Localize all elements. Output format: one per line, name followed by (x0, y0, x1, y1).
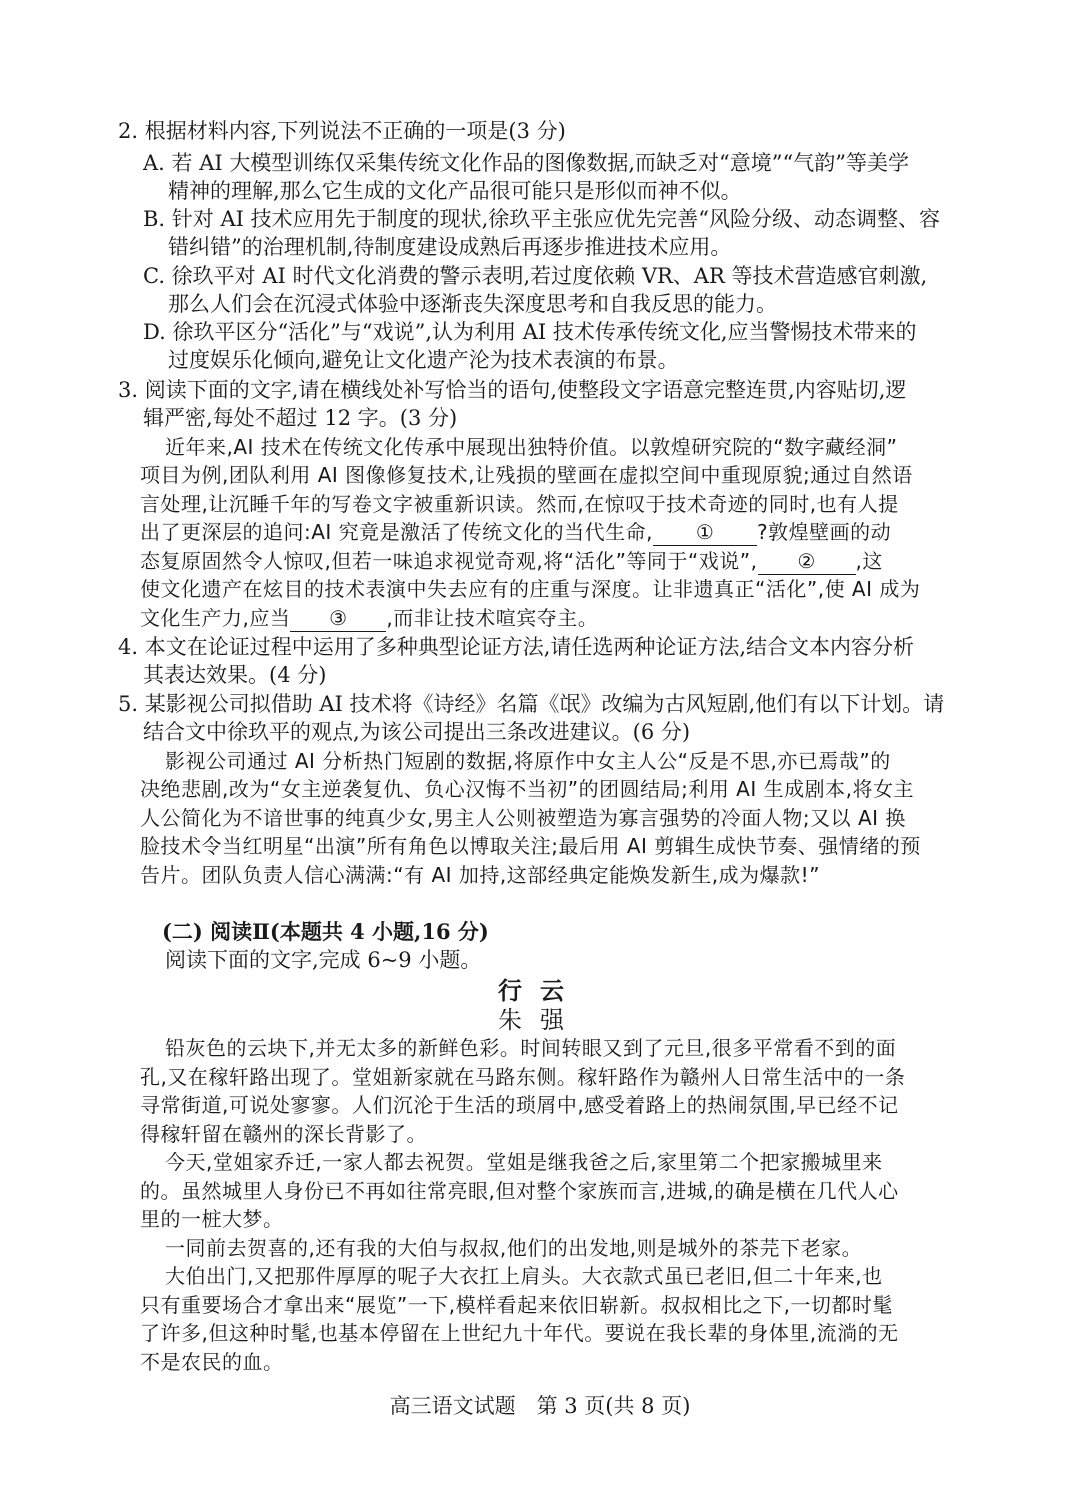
q2-option-d-line1: D. 徐玖平区分“活化”与“戏说”,认为利用 AI 技术传承传统文化,应当警惕技术带来的 (143, 320, 917, 344)
q3-passage-line4-tail: ?敦煌壁画的动 (757, 520, 892, 544)
q3-passage-line7 (0, 604, 1080, 632)
page-footer: 高三语文试题 第 3 页(共 8 页) (389, 1394, 691, 1418)
q3-passage-line4 (0, 518, 1080, 546)
q3-passage-line5 (0, 547, 1080, 575)
q2-stem: 2. 根据材料内容,下列说法不正确的一项是(3 分) (118, 119, 566, 143)
q5-passage-line4: 脸技术令当红明星“出演”所有角色以博取关注;最后用 AI 剪辑生成快节奏、强情绪的预 (140, 834, 921, 858)
q2-option-c-line2: 那么人们会在沉浸式体验中逐渐丧失深度思考和自我反思的能力。 (168, 292, 777, 316)
story-title: 行云 (498, 976, 582, 1005)
q3-passage-line6: 使文化遗产在炫目的技术表演中失去应有的庄重与深度。让非遗真正“活化”,使 AI 成为 (140, 577, 921, 601)
story-para4-line4: 不是农民的血。 (140, 1350, 284, 1374)
q2-option-c-line1: C. 徐玖平对 AI 时代文化消费的警示表明,若过度依赖 VR、AR 等技术营造感官刺激, (143, 264, 928, 288)
q3-passage-line1: 近年来,AI 技术在传统文化传承中展现出独特价值。以敦煌研究院的“数字藏经洞” (165, 435, 898, 459)
story-para2-line2: 的。虽然城里人身份已不再如往常亮眼,但对整个家族而言,进城,的确是横在几代人心 (140, 1179, 899, 1203)
story-para2-line3: 里的一桩大梦。 (140, 1207, 284, 1231)
q5-passage-line5: 告片。团队负责人信心满满:“有 AI 加持,这部经典定能焕发新生,成为爆款!” (140, 863, 820, 887)
story-para4-line2: 只有重要场合才拿出来“展览”一下,模样看起来依旧崭新。叔叔相比之下,一切都时髦 (140, 1293, 893, 1317)
q4-stem-line2: 其表达效果。(4 分) (143, 663, 327, 687)
story-para1-line4: 得稼轩留在赣州的深长背影了。 (140, 1122, 427, 1146)
story-para2-line1: 今天,堂姐家乔迁,一家人都去祝贺。堂姐是继我爸之后,家里第二个把家搬城里来 (165, 1150, 883, 1174)
q2-option-d-line2: 过度娱乐化倾向,避免让文化遗产沦为技术表演的布景。 (168, 348, 679, 372)
q5-passage-line2: 决绝悲剧,改为“女主逆袭复仇、负心汉悔不当初”的团圆结局;利用 AI 生成剧本,将女主 (140, 777, 914, 801)
q2-option-b-line2: 错纠错”的治理机制,待制度建设成熟后再逐步推进技术应用。 (168, 235, 732, 259)
section2-heading: (二) 阅读Ⅱ(本题共 4 小题,16 分) (162, 919, 489, 944)
q3-passage-line2: 项目为例,团队利用 AI 图像修复技术,让残损的壁画在虚拟空间中重现原貌;通过自然语 (140, 463, 913, 487)
q2-option-a-line1: A. 若 AI 大模型训练仅采集传统文化作品的图像数据,而缺乏对“意境”“气韵”等美学 (143, 151, 909, 175)
q3-passage-line5-text: 态复原固然令人惊叹,但若一味追求视觉奇观,将“活化”等同于“戏说”, (140, 549, 758, 573)
story-para3-line1: 一同前去贺喜的,还有我的大伯与叔叔,他们的出发地,则是城外的茶芫下老家。 (165, 1236, 863, 1260)
section2-instruction: 阅读下面的文字,完成 6~9 小题。 (165, 948, 482, 972)
story-para1-line2: 孔,又在稼轩路出现了。堂姐新家就在马路东侧。稼轩路作为赣州人日常生活中的一条 (140, 1065, 906, 1089)
q3-stem-line1: 3. 阅读下面的文字,请在横线处补写恰当的语句,使整段文字语意完整连贯,内容贴切,逻 (118, 378, 907, 402)
q5-stem-line2: 结合文中徐玖平的观点,为该公司提出三条改进建议。(6 分) (143, 720, 691, 744)
q3-passage-line3: 言处理,让沉睡千年的写卷文字被重新识读。然而,在惊叹于技术奇迹的同时,也有人提 (140, 492, 899, 516)
q3-blank-3[interactable]: ③ (290, 606, 386, 632)
story-para1-line1: 铅灰色的云块下,并无太多的新鲜色彩。时间转眼又到了元旦,很多平常看不到的面 (165, 1036, 897, 1060)
q3-passage-line7-tail: ,而非让技术喧宾夺主。 (386, 606, 599, 630)
story-para1-line3: 寻常街道,可说处寥寥。人们沉沦于生活的琐屑中,感受着路上的热闹氛围,早已经不记 (140, 1093, 899, 1117)
story-para4-line1: 大伯出门,又把那件厚厚的呢子大衣扛上肩头。大衣款式虽已老旧,但二十年来,也 (165, 1264, 883, 1288)
q5-passage-line1: 影视公司通过 AI 分析热门短剧的数据,将原作中女主人公“反是不思,亦已焉哉”的 (165, 749, 891, 773)
q2-option-b-line1: B. 针对 AI 技术应用先于制度的现状,徐玖平主张应优先完善“风险分级、动态调整、容 (143, 207, 941, 231)
q5-passage-line3: 人公简化为不谙世事的纯真少女,男主人公则被塑造为寡言强势的冷面人物;又以 AI 换 (140, 806, 906, 830)
story-para4-line3: 了许多,但这种时髦,也基本停留在上世纪九十年代。要说在我长辈的身体里,流淌的无 (140, 1321, 899, 1345)
q2-option-a-line2: 精神的理解,那么它生成的文化产品很可能只是形似而神不似。 (168, 179, 742, 203)
story-author: 朱强 (498, 1006, 582, 1034)
q3-blank-2[interactable]: ② (758, 549, 856, 575)
q4-stem-line1: 4. 本文在论证过程中运用了多种典型论证方法,请任选两种论证方法,结合文本内容分析 (118, 635, 915, 659)
q3-passage-line5-tail: ,这 (855, 549, 883, 573)
q3-passage-line7-text: 文化生产力,应当 (140, 606, 291, 630)
q3-blank-1[interactable]: ① (653, 520, 757, 546)
q3-stem-line2: 辑严密,每处不超过 12 字。(3 分) (143, 406, 458, 430)
q5-stem-line1: 5. 某影视公司拟借助 AI 技术将《诗经》名篇《氓》改编为古风短剧,他们有以下计划。请 (118, 692, 945, 716)
q3-passage-line4-text: 出了更深层的追问:AI 究竟是激活了传统文化的当代生命, (140, 520, 654, 544)
